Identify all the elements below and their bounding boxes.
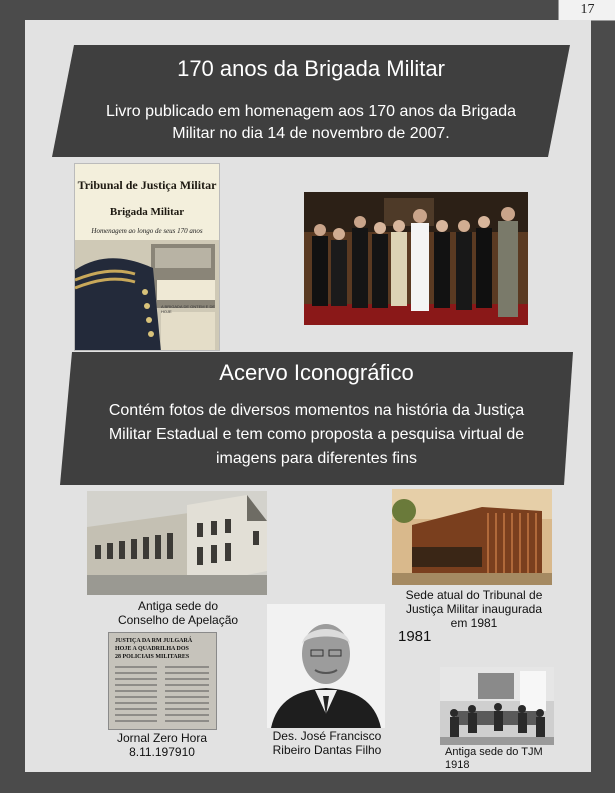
sede-caption-line-1: Sede atual do Tribunal de — [405, 588, 543, 602]
book-cover-tagline: Homenagem ao longo de seus 170 anos — [91, 227, 203, 235]
year-1981-label: 1981 — [398, 628, 432, 645]
banner-subtitle-line-1: Contém fotos de diversos momentos na história da Justiça — [108, 402, 525, 419]
book-cover-image — [74, 163, 220, 351]
book-cover-small-text: A BRIGADA DE ONTEM E DE HOJE — [161, 304, 216, 314]
sede-atual-caption — [392, 588, 556, 630]
des-caption-line-1: Des. José Francisco — [272, 729, 382, 743]
des-jose-caption — [266, 729, 388, 757]
conselho-caption-line-2: Conselho de Apelação — [117, 613, 239, 627]
newspaper-headline-1: JUSTIÇA DA RM JULGARÁ — [115, 638, 193, 644]
group-photo-image — [304, 192, 528, 325]
newspaper-headline-2: HOJE A QUADRILHA DOS — [115, 646, 189, 652]
page-number: 17 — [558, 0, 615, 21]
sede-caption-line-3: em 1981 — [450, 616, 498, 630]
jornal-caption-line-2: 8.11.197910 — [129, 745, 195, 759]
book-cover-subtitle: Brigada Militar — [109, 206, 185, 218]
banner-title: 170 anos da Brigada Militar — [177, 56, 445, 81]
tjm-caption — [445, 746, 559, 772]
jornal-caption — [104, 731, 220, 759]
sede-atual-photo — [392, 489, 552, 585]
banner-subtitle-line-1: Livro publicado em homenagem aos 170 anos da Brigada — [105, 103, 517, 120]
jornal-zero-hora-clipping — [108, 632, 217, 730]
conselho-caption-line-1: Antiga sede do — [137, 599, 219, 613]
sede-caption-line-2: Justiça Militar inaugurada — [405, 602, 543, 616]
jornal-caption-line-1: Jornal Zero Hora — [116, 731, 208, 745]
des-jose-francisco-portrait — [267, 604, 385, 728]
conselho-apelacao-photo — [87, 491, 267, 595]
antiga-sede-tjm-photo — [440, 667, 554, 745]
des-caption-line-2: Ribeiro Dantas Filho — [272, 743, 382, 757]
banner-acervo-iconografico — [60, 352, 573, 485]
banner-title: Acervo Iconográfico — [219, 360, 414, 385]
banner-brigada-militar — [52, 45, 570, 157]
banner-subtitle-line-2: Militar no dia 14 de novembro de 2007. — [172, 125, 450, 142]
uniform-illustration — [75, 240, 219, 351]
banner-subtitle-line-3: imagens para diferentes fins — [216, 450, 417, 467]
banner-subtitle-line-2: Militar Estadual e tem como proposta a pesquisa virtual de — [108, 426, 525, 443]
tjm-caption-line-2: 1918 — [445, 759, 470, 771]
tjm-caption-line-1: Antiga sede do TJM — [445, 746, 543, 758]
conselho-caption — [92, 599, 264, 627]
newspaper-headline-3: 28 POLICIAIS MILITARES — [115, 654, 190, 660]
book-cover-title: Tribunal de Justiça Militar — [77, 178, 217, 192]
newspaper-text-columns — [109, 663, 216, 729]
